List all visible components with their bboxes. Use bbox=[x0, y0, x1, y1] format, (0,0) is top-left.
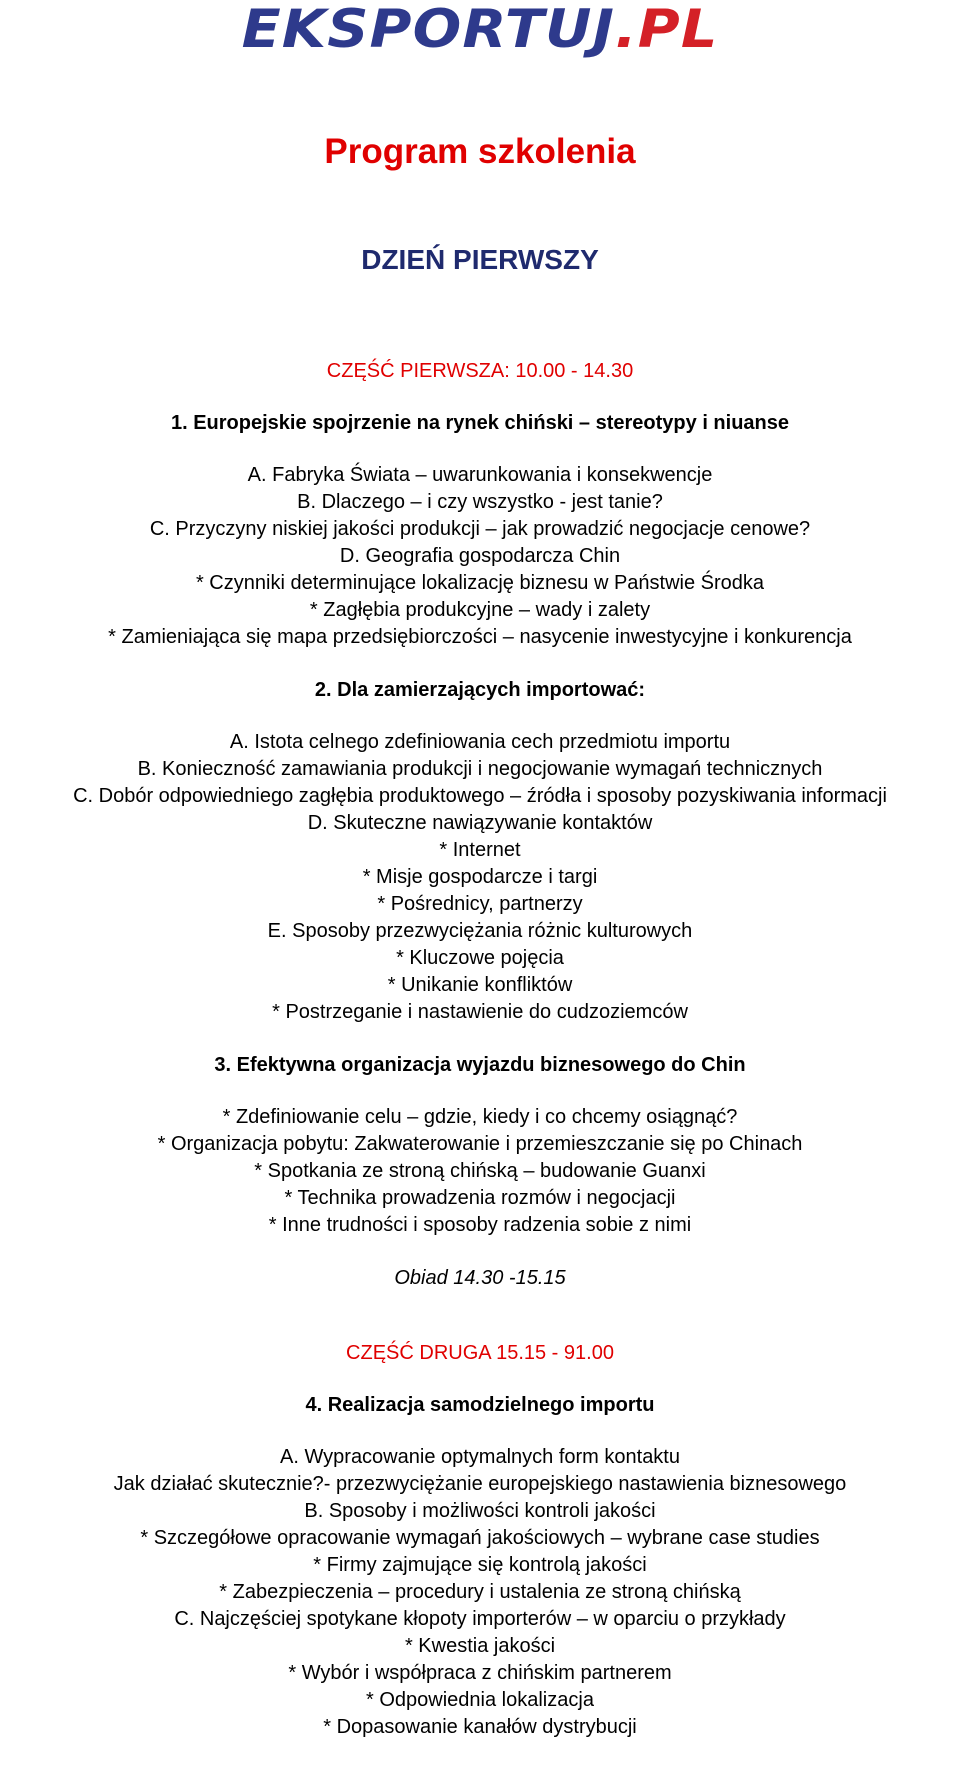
section4-item: * Firmy zajmujące się kontrolą jakości bbox=[313, 1554, 647, 1576]
section1-heading: 1. Europejskie spojrzenie na rynek chiński – stereotypy i niuanse bbox=[170, 412, 790, 434]
section4-item: * Wybór i współpraca z chińskim partnerem bbox=[288, 1662, 672, 1684]
section4-item: Jak działać skutecznie?- przezwyciężanie europejskiego nastawienia biznesowego bbox=[113, 1473, 847, 1495]
section2-heading: 2. Dla zamierzających importować: bbox=[314, 679, 646, 701]
section2-item: * Postrzeganie i nastawienie do cudzoziemców bbox=[272, 1001, 688, 1023]
section4-list bbox=[0, 1444, 960, 1741]
section1-item: D. Geografia gospodarcza Chin bbox=[339, 545, 621, 567]
section1-item: * Zagłębia produkcyjne – wady i zalety bbox=[309, 599, 651, 621]
part2-heading: CZĘŚĆ DRUGA 15.15 - 91.00 bbox=[346, 1342, 614, 1364]
section3-list bbox=[0, 1104, 960, 1239]
section4-item: B. Sposoby i możliwości kontroli jakości bbox=[304, 1500, 656, 1522]
section2-list bbox=[0, 729, 960, 1026]
section4-item: * Szczegółowe opracowanie wymagań jakościowych – wybrane case studies bbox=[140, 1527, 820, 1549]
section4-item: * Zabezpieczenia – procedury i ustalenia ze stroną chińską bbox=[219, 1581, 741, 1603]
section1-item: A. Fabryka Świata – uwarunkowania i konsekwencje bbox=[247, 464, 713, 486]
logo-suffix: .PL bbox=[614, 0, 719, 60]
section4-item: A. Wypracowanie optymalnych form kontaktu bbox=[280, 1446, 680, 1468]
document-title: Program szkolenia bbox=[324, 132, 636, 171]
section1-item: B. Dlaczego – i czy wszystko - jest tanie? bbox=[297, 491, 663, 513]
section3-item: * Organizacja pobytu: Zakwaterowanie i przemieszczanie się po Chinach bbox=[157, 1133, 803, 1155]
day-heading: DZIEŃ PIERWSZY bbox=[361, 244, 599, 275]
section3-item: * Spotkania ze stroną chińską – budowanie Guanxi bbox=[254, 1160, 706, 1182]
section2-item: * Kluczowe pojęcia bbox=[396, 947, 564, 969]
section4-item: C. Najczęściej spotykane kłopoty importerów – w oparciu o przykłady bbox=[174, 1608, 786, 1630]
section4-item: * Kwestia jakości bbox=[404, 1635, 556, 1657]
section2-item: E. Sposoby przezwyciężania różnic kulturowych bbox=[267, 920, 693, 942]
section3-item: * Zdefiniowanie celu – gdzie, kiedy i co chcemy osiągnąć? bbox=[222, 1106, 738, 1128]
logo-main: EKSPORTUJ bbox=[241, 0, 615, 60]
section4-item: * Odpowiednia lokalizacja bbox=[366, 1689, 594, 1711]
brand-logo bbox=[0, 2, 960, 58]
section1-list bbox=[0, 462, 960, 651]
section3-item: * Technika prowadzenia rozmów i negocjacji bbox=[284, 1187, 676, 1209]
section2-item: * Internet bbox=[439, 839, 521, 861]
section2-item: * Pośrednicy, partnerzy bbox=[377, 893, 583, 915]
section4-heading: 4. Realizacja samodzielnego importu bbox=[305, 1394, 655, 1416]
section1-item: C. Przyczyny niskiej jakości produkcji – jak prowadzić negocjacje cenowe? bbox=[149, 518, 811, 540]
section3-heading: 3. Efektywna organizacja wyjazdu biznesowego do Chin bbox=[214, 1054, 746, 1076]
section2-item: B. Konieczność zamawiania produkcji i negocjowanie wymagań technicznych bbox=[137, 758, 823, 780]
section2-item: C. Dobór odpowiedniego zagłębia produktowego – źródła i sposoby pozyskiwania informacji bbox=[73, 785, 887, 807]
section1-item: * Zamieniająca się mapa przedsiębiorczości – nasycenie inwestycyjne i konkurencja bbox=[108, 626, 852, 648]
section2-item: * Unikanie konfliktów bbox=[387, 974, 573, 996]
section2-item: * Misje gospodarcze i targi bbox=[362, 866, 598, 888]
section1-item: * Czynniki determinujące lokalizację biznesu w Państwie Środka bbox=[195, 572, 765, 594]
section2-item: D. Skuteczne nawiązywanie kontaktów bbox=[307, 812, 653, 834]
lunch-break: Obiad 14.30 -15.15 bbox=[394, 1267, 566, 1289]
section3-item: * Inne trudności i sposoby radzenia sobie z nimi bbox=[268, 1214, 692, 1236]
part1-heading: CZĘŚĆ PIERWSZA: 10.00 - 14.30 bbox=[326, 360, 634, 382]
program-content bbox=[0, 358, 960, 1741]
section2-item: A. Istota celnego zdefiniowania cech przedmiotu importu bbox=[229, 731, 731, 753]
section4-item: * Dopasowanie kanałów dystrybucji bbox=[323, 1716, 637, 1738]
